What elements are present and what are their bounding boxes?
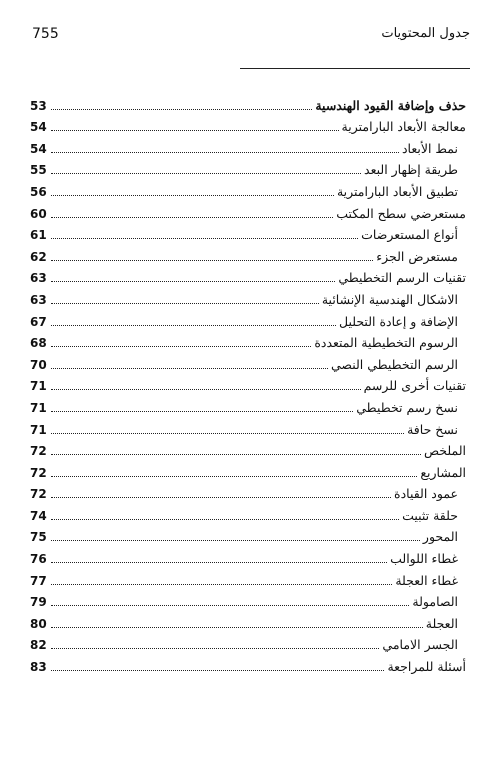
- toc-leader-dots: [51, 540, 420, 541]
- toc-entry: [30, 502, 466, 524]
- toc-leader-dots: [51, 303, 319, 304]
- table-of-contents: [30, 92, 466, 675]
- toc-entry: [30, 200, 466, 222]
- toc-leader-dots: [51, 433, 404, 434]
- toc-entry-title: أنواع المستعرضات: [361, 227, 458, 243]
- toc-entry: [30, 481, 466, 503]
- toc-leader-dots: [51, 476, 417, 477]
- toc-entry-page: 63: [30, 271, 47, 286]
- toc-leader-dots: [51, 627, 423, 628]
- toc-entry-title: الرسم التخطيطي النصي: [330, 356, 458, 372]
- toc-entry-page: 72: [30, 487, 47, 502]
- toc-leader-dots: [51, 325, 336, 326]
- toc-entry-page: 82: [30, 638, 47, 653]
- toc-entry-title: تقنيات الرسم التخطيطي: [338, 270, 466, 286]
- toc-entry-title: نسخ رسم تخطيطي: [356, 399, 458, 415]
- toc-entry: [30, 567, 466, 589]
- toc-entry-title: الصامولة: [412, 594, 458, 610]
- toc-entry-title: الملخص: [423, 443, 466, 459]
- toc-entry: [30, 394, 466, 416]
- toc-entry-title: نسخ حافة: [407, 421, 458, 437]
- toc-leader-dots: [51, 648, 379, 649]
- toc-entry-title: الاشكال الهندسية الإنشائية: [321, 291, 458, 307]
- toc-entry-page: 53: [30, 98, 47, 113]
- toc-entry: [30, 653, 466, 675]
- toc-leader-dots: [51, 152, 399, 153]
- toc-entry-page: 70: [30, 357, 47, 372]
- toc-entry: [30, 114, 466, 136]
- toc-entry: [30, 610, 466, 632]
- toc-entry-title: المشاريع: [420, 464, 466, 480]
- toc-entry-page: 71: [30, 400, 47, 415]
- toc-entry-title: حلقة تثبيت: [402, 507, 458, 523]
- toc-entry-page: 75: [30, 530, 47, 545]
- toc-leader-dots: [51, 605, 409, 606]
- toc-entry: [30, 351, 466, 373]
- toc-leader-dots: [51, 411, 353, 412]
- toc-entry-title: أسئلة للمراجعة: [387, 659, 466, 675]
- toc-leader-dots: [51, 670, 384, 671]
- toc-entry-page: 76: [30, 552, 47, 567]
- toc-entry-title: الرسوم التخطيطية المتعددة: [314, 335, 458, 351]
- toc-entry-page: 71: [30, 422, 47, 437]
- toc-leader-dots: [51, 562, 387, 563]
- toc-entry-title: المحور: [422, 529, 458, 545]
- toc-entry: [30, 373, 466, 395]
- toc-entry: [30, 589, 466, 611]
- toc-leader-dots: [51, 368, 328, 369]
- toc-leader-dots: [51, 238, 358, 239]
- toc-entry-page: 61: [30, 228, 47, 243]
- toc-entry: [30, 92, 466, 114]
- toc-entry: [30, 330, 466, 352]
- toc-leader-dots: [51, 109, 312, 110]
- toc-entry-title: طريقة إظهار البعد: [364, 162, 458, 178]
- header-rule: [240, 68, 470, 69]
- toc-leader-dots: [51, 130, 339, 131]
- toc-entry: [30, 222, 466, 244]
- toc-entry-title: نمط الأبعاد: [401, 140, 458, 156]
- toc-entry-page: 77: [30, 573, 47, 588]
- toc-entry-title: غطاء اللوالب: [390, 551, 458, 567]
- toc-entry: [30, 632, 466, 654]
- toc-entry: [30, 524, 466, 546]
- toc-entry: [30, 459, 466, 481]
- toc-entry-page: 83: [30, 660, 47, 675]
- toc-entry-title: العجلة: [425, 615, 458, 631]
- toc-entry: [30, 286, 466, 308]
- running-header-page-number: 755: [32, 26, 59, 42]
- toc-leader-dots: [51, 173, 361, 174]
- toc-leader-dots: [51, 195, 334, 196]
- toc-entry-page: 60: [30, 206, 47, 221]
- toc-entry: [30, 545, 466, 567]
- running-header-title: جدول المحتويات: [381, 26, 470, 41]
- toc-entry-page: 63: [30, 292, 47, 307]
- toc-entry-page: 55: [30, 163, 47, 178]
- toc-entry-page: 80: [30, 616, 47, 631]
- toc-entry-title: معالجة الأبعاد البارامترية: [341, 119, 466, 135]
- toc-leader-dots: [51, 260, 373, 261]
- toc-entry: [30, 178, 466, 200]
- toc-entry-page: 79: [30, 595, 47, 610]
- toc-entry: [30, 416, 466, 438]
- toc-entry-page: 68: [30, 336, 47, 351]
- toc-entry-title: حذف وإضافة القيود الهندسية: [315, 97, 466, 113]
- toc-entry-page: 54: [30, 141, 47, 156]
- toc-entry: [30, 243, 466, 265]
- toc-leader-dots: [51, 454, 421, 455]
- toc-leader-dots: [51, 346, 311, 347]
- toc-entry: [30, 157, 466, 179]
- toc-entry-title: تقنيات أخرى للرسم: [363, 378, 466, 394]
- toc-entry-page: 67: [30, 314, 47, 329]
- toc-entry-title: مستعرض الجزء: [376, 248, 458, 264]
- toc-entry-page: 54: [30, 120, 47, 135]
- toc-leader-dots: [51, 519, 399, 520]
- toc-entry-title: مستعرضي سطح المكتب: [336, 205, 466, 221]
- toc-leader-dots: [51, 497, 391, 498]
- toc-entry-title: الإضافة و إعادة التحليل: [338, 313, 458, 329]
- toc-leader-dots: [51, 389, 361, 390]
- toc-leader-dots: [51, 217, 333, 218]
- toc-entry: [30, 135, 466, 157]
- toc-entry-title: غطاء العجلة: [395, 572, 458, 588]
- toc-entry-page: 71: [30, 379, 47, 394]
- toc-entry-title: عمود القيادة: [394, 486, 458, 502]
- toc-entry: [30, 438, 466, 460]
- toc-entry-title: الجسر الامامي: [382, 637, 458, 653]
- toc-leader-dots: [51, 281, 335, 282]
- toc-entry-title: تطبيق الأبعاد البارامترية: [336, 183, 458, 199]
- toc-entry-page: 56: [30, 184, 47, 199]
- toc-entry: [30, 265, 466, 287]
- toc-leader-dots: [51, 584, 392, 585]
- toc-entry-page: 72: [30, 465, 47, 480]
- toc-entry-page: 62: [30, 249, 47, 264]
- toc-entry-page: 74: [30, 508, 47, 523]
- toc-entry: [30, 308, 466, 330]
- toc-entry-page: 72: [30, 444, 47, 459]
